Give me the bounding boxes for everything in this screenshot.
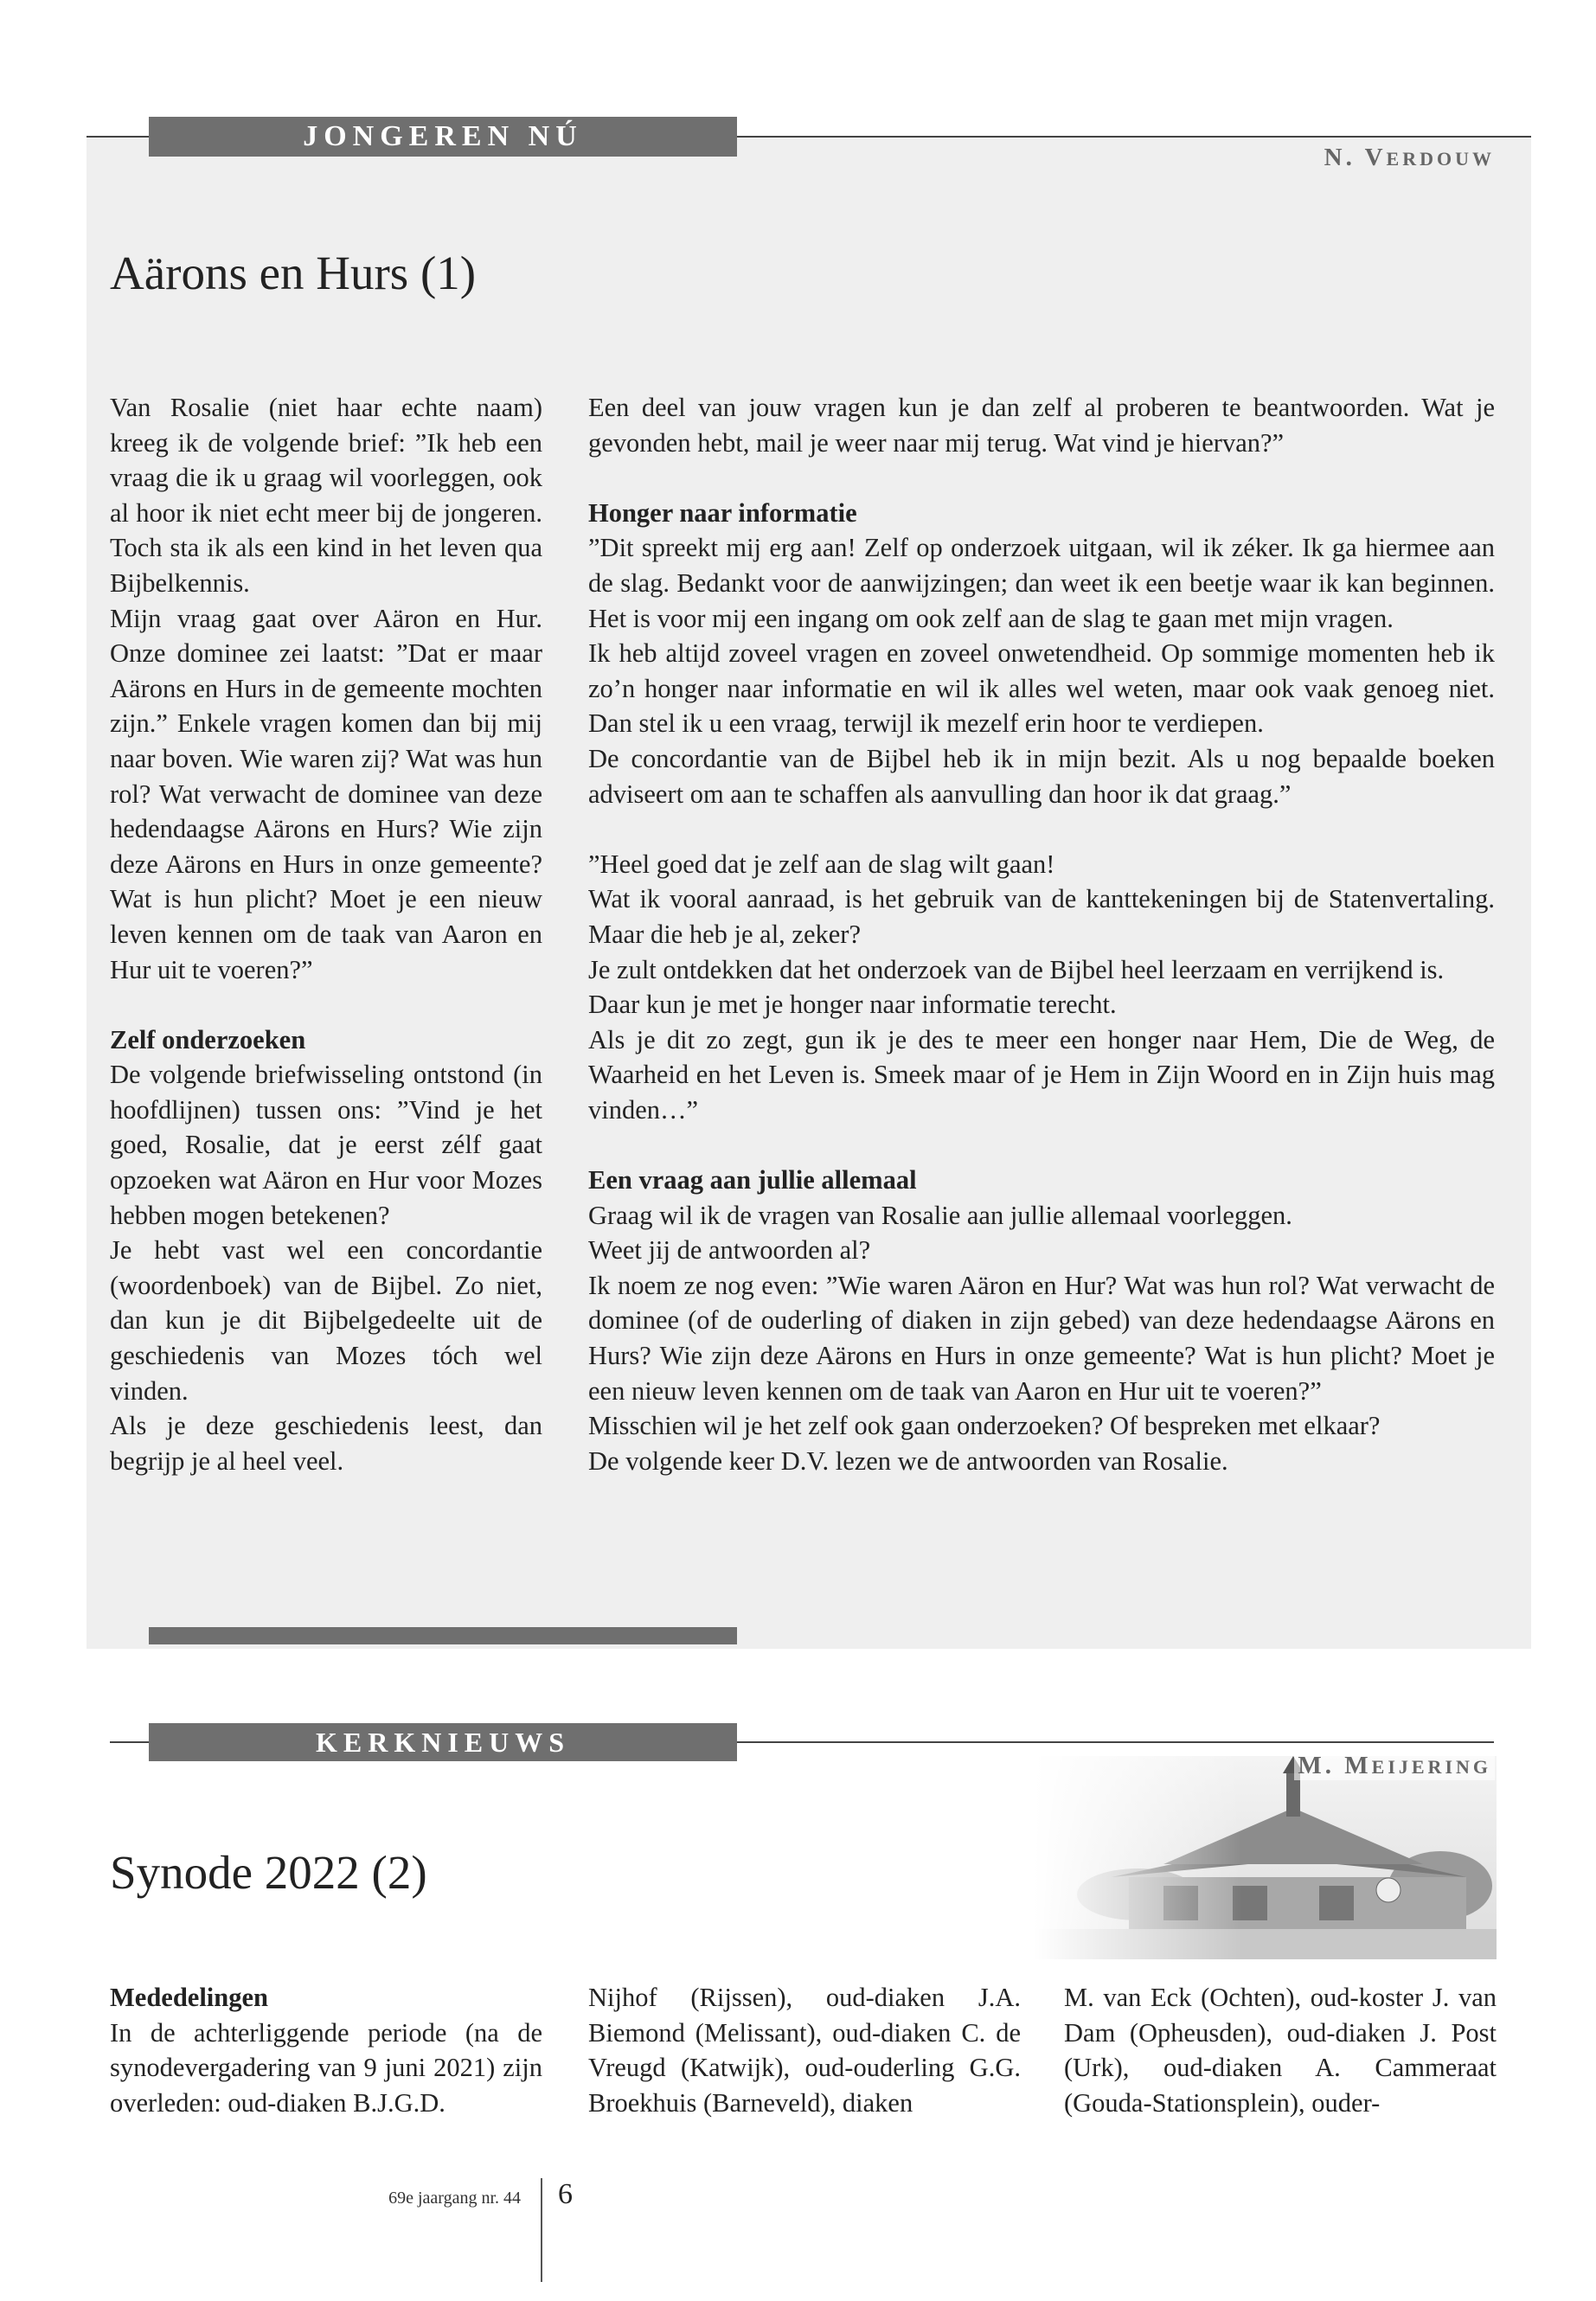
synode-heading: Mededelingen	[110, 1983, 268, 2012]
footer-divider	[541, 2178, 542, 2282]
synode-title: Synode 2022 (2)	[110, 1846, 427, 1899]
paragraph: De volgende briefwisseling ontstond (in hoofdlijnen) tussen ons: ”Vind je het goed, Rosalie, dat je eerst zélf gaat opzoeken wat Aäron en Hur voor Mozes hebben mogen betekenen?	[110, 1060, 542, 1230]
paragraph-gap	[588, 811, 1495, 847]
article-column-1	[110, 390, 542, 1478]
synode-column-1	[110, 1980, 542, 2120]
section-banner-jongeren: JONGEREN NÚ	[149, 117, 737, 157]
paragraph: Een deel van jouw vragen kun je dan zelf al proberen te beantwoorden. Wat je gevonden hebt, mail je weer naar mij terug. Wat vind je hiervan?”	[588, 393, 1495, 458]
paragraph: Graag wil ik de vragen van Rosalie aan jullie allemaal voorleggen.	[588, 1200, 1292, 1230]
paragraph: Van Rosalie (niet haar echte naam) kreeg ik de volgende brief: ”Ik heb een vraag die ik u graag wil voorleggen, ook al hoor ik niet echt meer bij de jongeren. Toch sta ik als een kind in het leven qua Bijbelkennis.	[110, 393, 542, 598]
synode-column-2	[588, 1980, 1021, 2120]
subheading: Een vraag aan jullie allemaal	[588, 1165, 917, 1195]
paragraph: Weet jij de antwoorden al?	[588, 1235, 871, 1266]
synode-col2-text: Nijhof (Rijssen), oud-diaken J.A. Biemond (Melissant), oud-diaken C. de Vreugd (Katwijk), oud-ouderling G.G. Broekhuis (Barneveld), diaken	[588, 1983, 1021, 2118]
paragraph-gap	[110, 987, 542, 1022]
article-column-2	[588, 390, 1495, 1478]
paragraph: Als je deze geschiedenis leest, dan begrijp je al heel veel.	[110, 1411, 542, 1476]
church-image	[1034, 1756, 1497, 1959]
paragraph: Ik noem ze nog even: ”Wie waren Aäron en Hur? Wat was hun rol? Wat verwacht de dominee (of de ouderling of diaken in zijn gebed) van deze hedendaagse Aärons en Hurs? Wie zijn deze Aärons en Hurs in onze gemeente? Wat is hun plicht? Moet je een nieuw leven kennen om de taak van Aaron en Hur uit te voeren?”	[588, 1270, 1495, 1406]
paragraph: Misschien wil je het zelf ook gaan onderzoeken? Of bespreken met elkaar?	[588, 1411, 1381, 1441]
paragraph: Mijn vraag gaat over Aäron en Hur. Onze dominee zei laatst: ”Dat er maar Aärons en Hurs in de gemeente mochten zijn.” Enkele vragen komen dan bij mij naar boven. Wie waren zij? Wat was hun rol? Wat verwacht de dominee van deze hedendaagse Aärons en Hurs? Wie zijn deze Aärons en Hurs in onze gemeente? Wat is hun plicht? Moet je een nieuw leven kennen om de taak van Aaron en Hur uit te voeren?”	[110, 603, 542, 984]
paragraph: De concordantie van de Bijbel heb ik in mijn bezit. Als u nog bepaalde boeken adviseert om aan te schaffen als aanvulling dan hoor ik dat graag.”	[588, 743, 1495, 809]
paragraph: Je hebt vast wel een concordantie (woordenboek) van de Bijbel. Zo niet, dan kun je dit Bijbelgedeelte uit de geschiedenis van Mozes tóch wel vinden.	[110, 1235, 542, 1406]
paragraph-gap	[588, 1127, 1495, 1163]
synode-col3-text: M. van Eck (Ochten), oud-koster J. van Dam (Opheusden), oud-diaken J. Post (Urk), oud-diaken A. Cammeraat (Gouda-Stationsplein), ouder-	[1064, 1983, 1497, 2118]
paragraph: Daar kun je met je honger naar informatie terecht.	[588, 990, 1117, 1020]
subheading: Honger naar informatie	[588, 497, 857, 528]
paragraph-gap	[588, 460, 1495, 496]
article-title: Aärons en Hurs (1)	[110, 247, 477, 299]
paragraph: Je zult ontdekken dat het onderzoek van de Bijbel heel leerzaam en verrijkend is.	[588, 954, 1445, 984]
paragraph: Wat ik vooral aanraad, is het gebruik van de kanttekeningen bij de Statenvertaling. Maar die heb je al, zeker?	[588, 884, 1495, 949]
synode-col1-text: In de achterliggende periode (na de synodevergadering van 9 juni 2021) zijn overleden: oud-diaken B.J.G.D.	[110, 2017, 542, 2118]
section-banner-kerknieuws: KERKNIEUWS	[149, 1723, 737, 1761]
synode-column-3	[1064, 1980, 1497, 2120]
paragraph: Ik heb altijd zoveel vragen en zoveel onwetendheid. Op sommige momenten heb ik zo’n honger naar informatie en wil ik alles wel weten, maar ook vaak genoeg niet. Dan stel ik u een vraag, terwijl ik mezelf erin hoor te verdiepen.	[588, 638, 1495, 739]
footer-volume: 69e jaargang nr. 44	[388, 2189, 521, 2208]
bottom-bar	[149, 1627, 737, 1644]
church-illustration-icon	[1034, 1756, 1497, 1959]
subheading: Zelf onderzoeken	[110, 1024, 306, 1054]
paragraph: ”Dit spreekt mij erg aan! Zelf op onderzoek uitgaan, wil ik zéker. Ik ga hiermee aan de slag. Bedankt voor de aanwijzingen; dan weet ik een beetje waar ik kan beginnen. Het is voor mij een ingang om ook zelf aan de slag te gaan met mijn vragen.	[588, 533, 1495, 633]
paragraph: Als je dit zo zegt, gun ik je des te meer een honger naar Hem, Die de Weg, de Waarheid en het Leven is. Smeek maar of je Hem in Zijn Woord en in Zijn huis mag vinden…”	[588, 1024, 1495, 1125]
paragraph: De volgende keer D.V. lezen we de antwoorden van Rosalie.	[588, 1445, 1228, 1476]
page-number: 6	[558, 2178, 573, 2210]
author-byline: N. VERDOUW	[1324, 144, 1495, 171]
author-byline-2: M. MEIJERING	[1294, 1752, 1495, 1780]
paragraph: ”Heel goed dat je zelf aan de slag wilt gaan!	[588, 849, 1055, 879]
